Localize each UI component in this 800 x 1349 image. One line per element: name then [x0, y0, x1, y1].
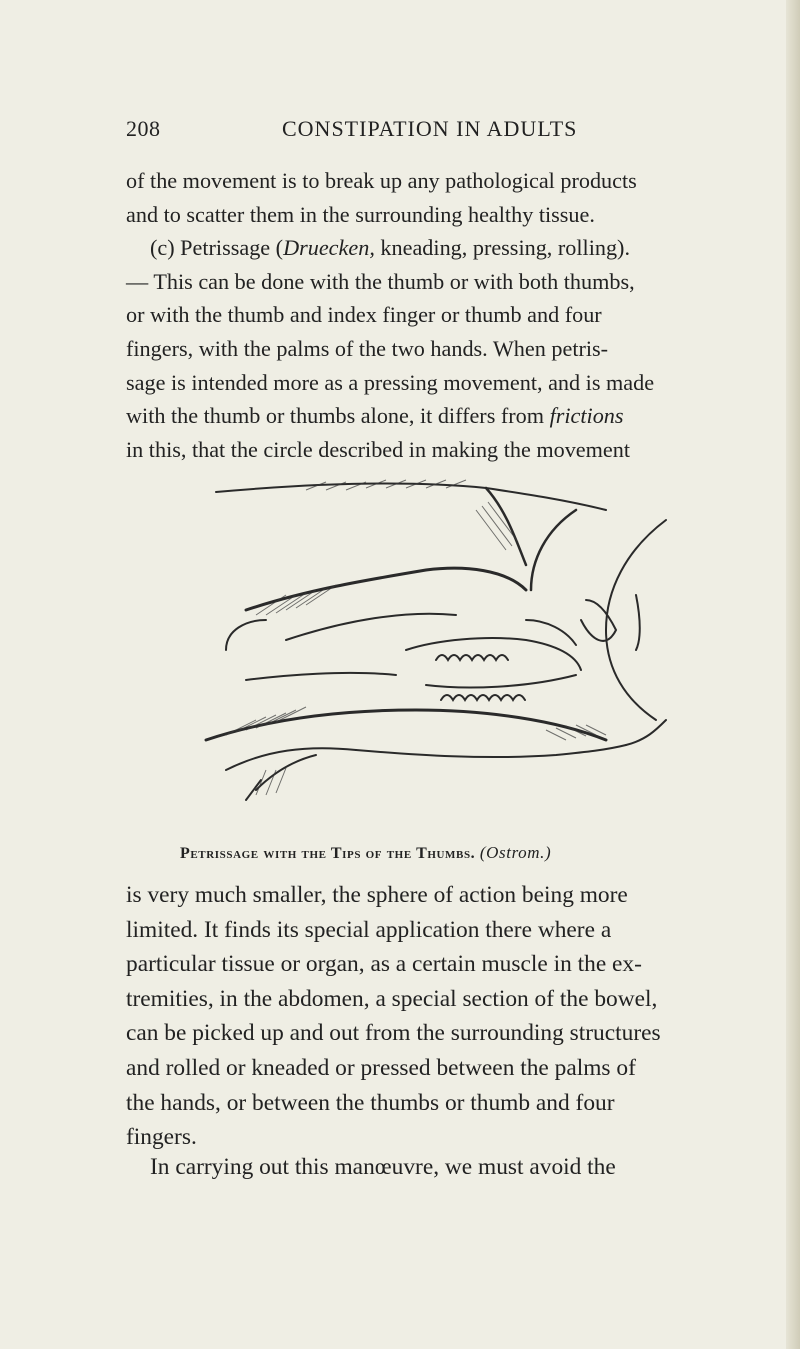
text-line: and to scatter them in the surrounding healthy tissue.: [126, 201, 595, 227]
text-line: is very much smaller, the sphere of action being more: [126, 882, 628, 908]
text-fragment: (c) Petrissage (: [150, 235, 284, 261]
text-line: particular tissue or organ, as a certain muscle in the ex-: [126, 951, 642, 978]
running-title: CONSTIPATION IN ADULTS: [282, 116, 578, 141]
caption-credit: (Ostrom.): [479, 843, 552, 862]
text-line: in this, that the circle described in making the movement: [126, 436, 631, 462]
figure-caption: [180, 843, 720, 863]
term-frictions: frictions: [549, 403, 624, 429]
petrissage-illustration: [186, 470, 706, 840]
term-druecken: Druecken,: [283, 235, 375, 261]
caption-title: Petrissage with the Tips of the Thumbs.: [180, 845, 476, 862]
body-text-top: [126, 164, 796, 466]
text-line: fingers, with the palms of the two hands. When petris-: [126, 335, 609, 361]
petrissage-heading-line: [126, 231, 796, 265]
text-line: of the movement is to break up any pathological products: [126, 168, 637, 193]
text-line: tremities, in the abdomen, a special section of the bowel,: [126, 985, 658, 1012]
text-line: [126, 399, 796, 433]
text-line: limited. It finds its special application there where a: [126, 916, 612, 943]
text-line: can be picked up and out from the surrounding structures: [126, 1020, 661, 1047]
text-fragment: kneading, pressing, rolling).: [374, 235, 630, 261]
text-line: the hands, or between the thumbs or thumb and four: [126, 1089, 615, 1116]
text-line: and rolled or kneaded or pressed between the palms of: [126, 1054, 636, 1081]
text-fragment: with the thumb or thumbs alone, it differs from: [126, 403, 550, 429]
hands-engraving: [186, 470, 706, 840]
text-line: sage is intended more as a pressing movement, and is made: [126, 369, 655, 395]
text-line: or with the thumb and index finger or thumb and four: [126, 302, 602, 328]
body-text-bottom: [126, 878, 796, 1184]
text-line: fingers.: [126, 1124, 197, 1151]
page-number: 208: [126, 116, 161, 141]
text-line: — This can be done with the thumb or with both thumbs,: [126, 268, 635, 294]
next-paragraph-line: In carrying out this manœuvre, we must avoid the: [150, 1153, 616, 1180]
